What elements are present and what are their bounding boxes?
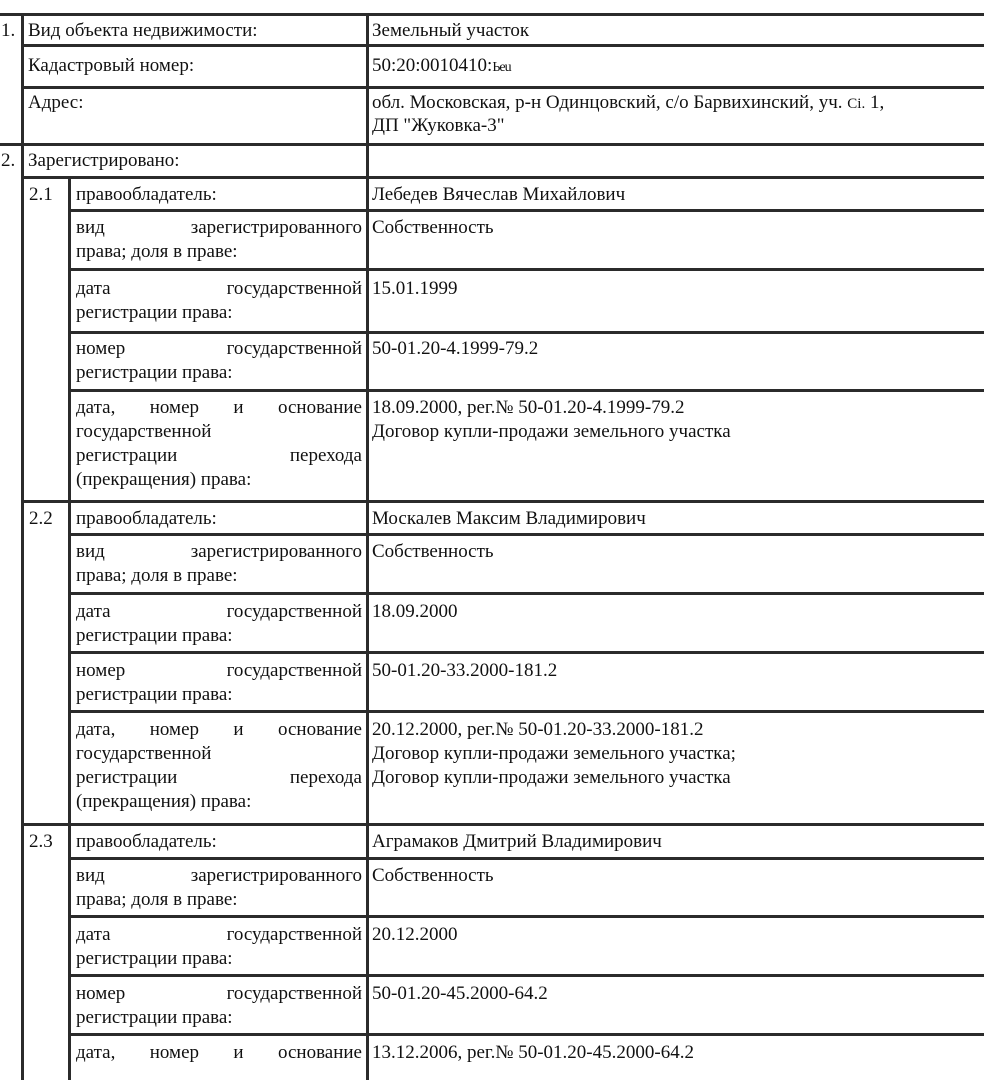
label-line: регистрации права: [76, 362, 233, 383]
rule [22, 44, 984, 47]
reg-date-label [76, 600, 362, 648]
transfer-value-line: Договор купли-продажи земельного участка [372, 767, 731, 788]
cadastral-value [372, 54, 511, 80]
transfer-label [76, 1041, 362, 1065]
label-line: права; доля в праве: [76, 889, 238, 910]
label-line: дата государственной [76, 601, 362, 622]
label-line: вид зарегистрированного [76, 541, 362, 562]
label-line: номер государственной [76, 338, 362, 359]
rule [366, 13, 369, 1080]
label-line: регистрации перехода [76, 767, 362, 788]
holder-value: Лебедев Вячеслав Михайлович [372, 184, 626, 205]
reg-number-value: 50-01.20-45.2000-64.2 [372, 983, 548, 1004]
label-line: права; доля в праве: [76, 241, 238, 262]
reg-number-label [76, 659, 362, 707]
reg-date-value: 15.01.1999 [372, 278, 458, 299]
label-line: регистрации права: [76, 948, 233, 969]
rule [22, 176, 984, 179]
rule [70, 915, 984, 918]
label-line: государственной [76, 743, 212, 764]
reg-number-label [76, 337, 362, 385]
holder-label: правообладатель: [76, 508, 217, 529]
holder-value: Аграмаков Дмитрий Владимирович [372, 831, 662, 852]
right-kind-label [76, 216, 362, 264]
rule [22, 176, 24, 1080]
label-line: (прекращения) права: [76, 791, 252, 812]
registered-label: Зарегистрировано: [28, 150, 180, 171]
object-type-label: Вид объекта недвижимости: [28, 20, 258, 41]
address-tail: 1, [869, 92, 885, 113]
rule [0, 143, 984, 146]
transfer-value-line: Договор купли-продажи земельного участка; [372, 743, 736, 764]
entry-number: 2.1 [29, 184, 53, 205]
right-kind-label [76, 540, 362, 588]
transfer-value-line: Договор купли-продажи земельного участка [372, 421, 731, 442]
rule [70, 1033, 984, 1036]
section-1-number: 1. [1, 20, 16, 41]
reg-date-label [76, 923, 362, 971]
label-line: дата, номер и основание [76, 397, 362, 418]
rule [70, 974, 984, 977]
rule [70, 389, 984, 392]
rule [70, 592, 984, 595]
label-line: вид зарегистрированного [76, 217, 362, 238]
cadastral-number: 50:20:0010410: [372, 55, 493, 76]
transfer-label [76, 718, 362, 814]
label-line: дата, номер и основание [76, 1042, 362, 1063]
label-line: дата государственной [76, 278, 362, 299]
address-label: Адрес: [28, 92, 84, 113]
right-kind-value: Собственность [372, 865, 494, 886]
redaction-mark: Ci. [847, 96, 866, 112]
address-value-line-1 [372, 91, 884, 116]
label-line: регистрации перехода [76, 445, 362, 466]
transfer-value-line: 13.12.2006, рег.№ 50-01.20-45.2000-64.2 [372, 1042, 694, 1063]
cadastral-label: Кадастровый номер: [28, 55, 195, 76]
label-line: регистрации права: [76, 1007, 233, 1028]
rule [70, 209, 984, 212]
transfer-value-line: 20.12.2000, рег.№ 50-01.20-33.2000-181.2 [372, 719, 704, 740]
rule [70, 268, 984, 271]
rule [0, 13, 984, 16]
address-value-line-2: ДП "Жуковка-3" [372, 115, 505, 136]
label-line: вид зарегистрированного [76, 865, 362, 886]
label-line: дата, номер и основание [76, 719, 362, 740]
entry-number: 2.3 [29, 831, 53, 852]
rule [70, 533, 984, 536]
rule [70, 331, 984, 334]
reg-date-value: 20.12.2000 [372, 924, 458, 945]
rule [70, 651, 984, 654]
label-line: регистрации права: [76, 684, 233, 705]
label-line: регистрации права: [76, 302, 233, 323]
address-text: обл. Московская, р-н Одинцовский, с/о Барвихинский, уч. [372, 92, 843, 113]
right-kind-label [76, 864, 362, 912]
object-type-value: Земельный участок [372, 20, 530, 41]
reg-number-value: 50-01.20-4.1999-79.2 [372, 338, 539, 359]
label-line: (прекращения) права: [76, 469, 252, 490]
reg-number-value: 50-01.20-33.2000-181.2 [372, 660, 558, 681]
redaction-mark: Ьеu [492, 60, 511, 75]
rule [70, 710, 984, 713]
holder-label: правообладатель: [76, 831, 217, 852]
reg-date-value: 18.09.2000 [372, 601, 458, 622]
right-kind-value: Собственность [372, 217, 494, 238]
label-line: регистрации права: [76, 625, 233, 646]
right-kind-value: Собственность [372, 541, 494, 562]
reg-number-label [76, 982, 362, 1030]
rule [70, 857, 984, 860]
holder-label: правообладатель: [76, 184, 217, 205]
label-line: права; доля в праве: [76, 565, 238, 586]
holder-value: Москалев Максим Владимирович [372, 508, 646, 529]
label-line: дата государственной [76, 924, 362, 945]
rule [22, 86, 984, 89]
rule [22, 823, 984, 826]
label-line: номер государственной [76, 660, 362, 681]
rule [68, 176, 71, 1080]
transfer-value-line: 18.09.2000, рег.№ 50-01.20-4.1999-79.2 [372, 397, 685, 418]
rule [22, 500, 984, 503]
entry-number: 2.2 [29, 508, 53, 529]
label-line: номер государственной [76, 983, 362, 1004]
label-line: государственной [76, 421, 212, 442]
reg-date-label [76, 277, 362, 325]
transfer-label [76, 396, 362, 492]
section-2-number: 2. [1, 150, 16, 171]
